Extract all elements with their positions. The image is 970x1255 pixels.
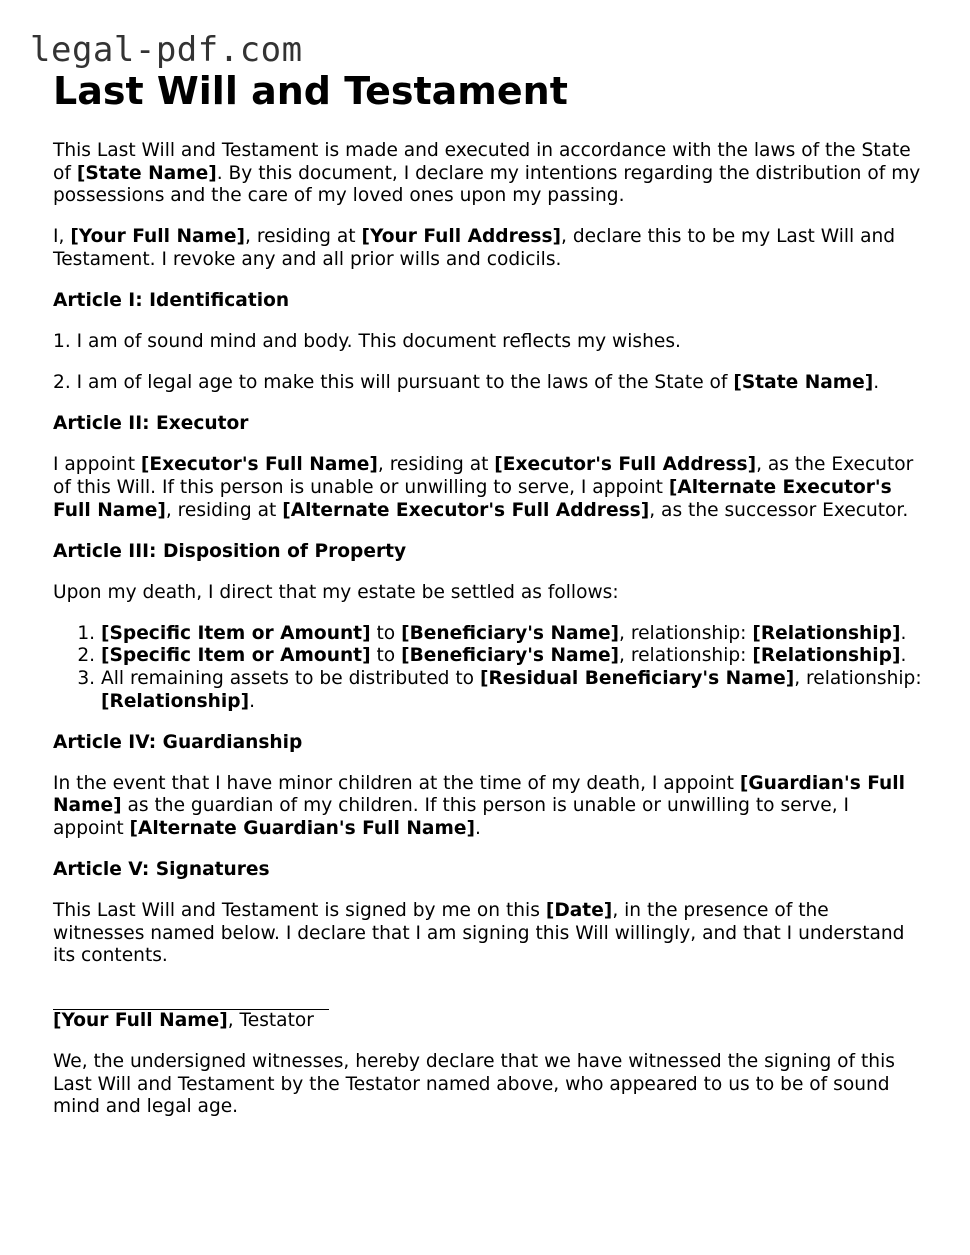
executor-text-3: , as the Executor of this Will. If this person is unable or unwilling to serve, I appoint — [53, 454, 914, 498]
clause-2-text-2: . — [873, 372, 880, 394]
guardian-text-2: as the guardian of my children. If this person is unable or unwilling to serve, I appoint — [53, 795, 849, 839]
guardian-text-3: . — [474, 817, 481, 839]
clause-2-text-1: 2. I am of legal age to make this will pursuant to the laws of the State of — [53, 372, 734, 394]
list-item-text: , relationship: — [619, 622, 753, 644]
intro-text-2: . By this document, I declare my intentions regarding the distribution of my possessions and the care of my loved ones upon my passing. — [53, 162, 921, 207]
declaration-name-placeholder: [Your Full Name] — [70, 226, 246, 248]
alt-executor-name-placeholder: [Alternate Executor's Full Name] — [53, 476, 892, 521]
list-item-text: to — [370, 622, 402, 644]
item-placeholder: [Specific Item or Amount] — [101, 645, 371, 667]
date-placeholder: [Date] — [545, 900, 613, 922]
list-item-text: , relationship: — [794, 668, 922, 689]
article-3-heading: Article III: Disposition of Property — [53, 540, 407, 562]
list-item-text: . — [900, 622, 907, 644]
list-item-text: , relationship: — [619, 645, 753, 667]
declaration-address-placeholder: [Your Full Address] — [361, 226, 562, 248]
article-5-heading: Article V: Signatures — [53, 859, 270, 881]
executor-text-2: , residing at — [377, 454, 495, 476]
testator-name-placeholder: [Your Full Name] — [53, 1009, 228, 1031]
list-item-text: . — [900, 645, 907, 667]
intro-paragraph — [53, 140, 923, 208]
article-1-clause-1: 1. I am of sound mind and body. This document reflects my wishes. — [53, 331, 681, 353]
relationship-placeholder: [Relationship] — [752, 622, 901, 644]
list-item — [101, 645, 923, 668]
watermark-text: legal-pdf.com — [30, 30, 303, 70]
executor-text-5: , as the successor Executor. — [649, 499, 909, 521]
beneficiary-placeholder: [Beneficiary's Name] — [401, 622, 620, 644]
testator-role: , Testator — [227, 1009, 314, 1031]
clause-2-state-placeholder: [State Name] — [733, 372, 874, 394]
executor-text-4: , residing at — [165, 499, 283, 521]
article-5-paragraph — [53, 900, 923, 968]
intro-state-placeholder: [State Name] — [76, 162, 217, 184]
guardian-text-1: In the event that I have minor children at the time of my death, I appoint — [53, 772, 740, 794]
list-item-text: All remaining assets to be distributed to — [101, 668, 480, 689]
alt-executor-address-placeholder: [Alternate Executor's Full Address] — [282, 499, 650, 521]
list-item — [101, 623, 923, 646]
article-1-clause-2 — [53, 372, 923, 395]
disposition-list — [53, 623, 923, 713]
document-page — [53, 68, 923, 1119]
article-2-heading: Article II: Executor — [53, 413, 249, 435]
item-placeholder: [Specific Item or Amount] — [101, 622, 371, 644]
executor-text-1: I appoint — [53, 454, 141, 476]
article-4-paragraph — [53, 773, 923, 841]
declaration-text-2: , residing at — [245, 226, 362, 248]
document-title: Last Will and Testament — [53, 69, 568, 113]
signature-text-2: , in the presence of the witnesses named below. I declare that I am signing this Will willingly, and that I understand its contents. — [53, 900, 905, 967]
residual-beneficiary-placeholder: [Residual Beneficiary's Name] — [479, 668, 795, 689]
list-item — [101, 668, 923, 713]
signature-text-1: This Last Will and Testament is signed by me on this — [53, 900, 546, 922]
executor-address-placeholder: [Executor's Full Address] — [494, 454, 757, 476]
list-item-text: to — [370, 645, 402, 667]
executor-name-placeholder: [Executor's Full Name] — [140, 454, 378, 476]
article-4-heading: Article IV: Guardianship — [53, 731, 303, 753]
article-3-lead: Upon my death, I direct that my estate be settled as follows: — [53, 581, 619, 603]
beneficiary-placeholder: [Beneficiary's Name] — [401, 645, 620, 667]
article-2-paragraph — [53, 454, 923, 522]
declaration-text-1: I, — [53, 226, 71, 248]
intro-text-1: This Last Will and Testament is made and executed in accordance with the laws of the State of — [53, 140, 911, 184]
declaration-paragraph — [53, 226, 923, 271]
article-1-heading: Article I: Identification — [53, 289, 290, 311]
relationship-placeholder: [Relationship] — [101, 690, 250, 712]
list-item-text: . — [249, 690, 256, 712]
alt-guardian-name-placeholder: [Alternate Guardian's Full Name] — [129, 817, 475, 839]
declaration-text-3: , declare this to be my Last Will and Testament. I revoke any and all prior wills and codicils. — [53, 226, 896, 270]
relationship-placeholder: [Relationship] — [752, 645, 901, 667]
testator-signature-label — [53, 1010, 923, 1033]
guardian-name-placeholder: [Guardian's Full Name] — [53, 772, 906, 817]
witness-paragraph: We, the undersigned witnesses, hereby declare that we have witnessed the signing of this Last Will and Testament by the Testator named above, who appeared to us to be of sound mind and legal age. — [53, 1051, 895, 1118]
